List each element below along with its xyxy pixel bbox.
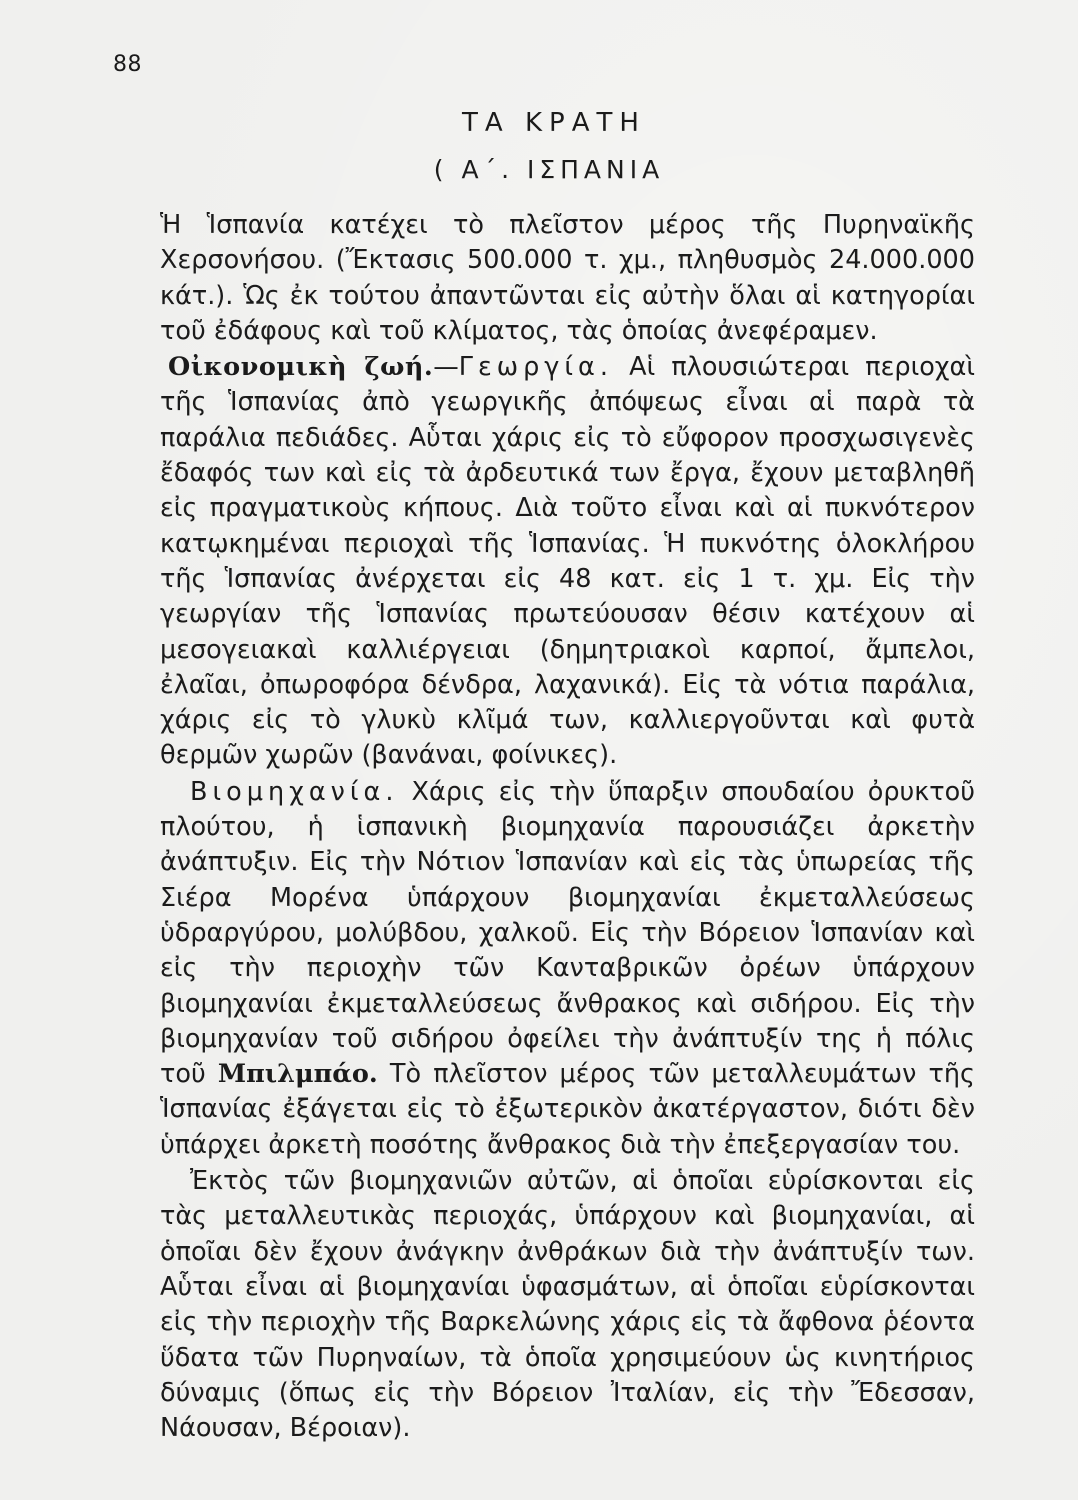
industry-paragraph [160,775,975,1163]
industry-text-before: Χάρις εἰς τὴν ὕπαρξιν σπουδαίου ὀρυκτοῦ πλούτου, ἡ ἱσπανικὴ βιομηχανία παρουσιάζει ἀρκετὴν ἀνάπτυξιν. Εἰς τὴν Νότιον Ἱσπανίαν καὶ εἰς τὰς ὑπωρείας τῆς Σιέρα Μορένα ὑπάρχουν βιομηχανίαι ἐκμεταλλεύσεως ὑδραργύρου, μολύβδου, χαλκοῦ. Εἰς τὴν Βόρειον Ἱσπανίαν καὶ εἰς τὴν περιοχὴν τῶν Κανταβρικῶν ὀρέων ὑπάρχουν βιομηχανίαι ἐκμεταλλεύσεως ἄνθρακος καὶ σιδήρου. Εἰς τὴν βιομηχανίαν τοῦ σιδήρου ὀφείλει τὴν ἀνάπτυξίν της ἡ πόλις τοῦ [160,776,975,1090]
chapter-title: ΤΑ ΚΡΑΤΗ [462,108,646,138]
intro-paragraph: Ἡ Ἱσπανία κατέχει τὸ πλεῖστον μέρος τῆς Πυρηναϊκῆς Χερσονήσου. (Ἔκτασις 500.000 τ. χμ., πληθυσμὸς 24.000.000 κάτ.). Ὡς ἐκ τούτου ἀπαντῶνται εἰς αὐτὴν ὅλαι αἱ κατηγορίαι τοῦ ἐδάφους καὶ τοῦ κλίματος, τὰς ὁποίας ἀνεφέραμεν. [160,210,975,346]
city-bilbao: Μπιλμπάο. [217,1059,378,1090]
economy-heading: Οἰκονομικὴ ζωή. [168,352,434,383]
industry-subheading: Βιομηχανία. [190,776,399,807]
economy-dash: — [433,352,459,383]
body-text [160,208,975,1446]
textiles-paragraph: Ἐκτὸς τῶν βιομηχανιῶν αὐτῶν, αἱ ὁποῖαι εὑρίσκονται εἰς τὰς μεταλλευτικὰς περιοχάς, ὑπάρχουν καὶ βιομηχανίαι, αἱ ὁποῖαι δὲν ἔχουν ἀνάγκην ἀνθράκων διὰ τὴν ἀνάπτυξίν των. Αὗται εἶναι αἱ βιομηχανίαι ὑφασμάτων, αἱ ὁποῖαι εὑρίσκονται εἰς τὴν περιοχὴν τῆς Βαρκελώνης χάρις εἰς τὰ ἄφθονα ῥέοντα ὕδατα τῶν Πυρηναίων, τὰ ὁποῖα χρησιμεύουν ὡς κινητήριος δύναμις (ὅπως εἰς τὴν Βόρειον Ἰταλίαν, εἰς τὴν Ἔδεσσαν, Νάουσαν, Βέροιαν). [160,1166,975,1444]
section-title: ( Α΄. ΙΣΠΑΝΙΑ [433,155,665,184]
economy-paragraph [160,350,975,774]
page-number: 88 [113,52,142,77]
industry-text-after: Τὸ πλεῖστον μέρος τῶν μεταλλευμάτων τῆς Ἱσπανίας ἐξάγεται εἰς τὸ ἐξωτερικὸν ἀκατέργαστον, διότι δὲν ὑπάρχει ἀρκετὴ ποσότης ἄνθρακος διὰ τὴν ἐπεξεργασίαν του. [160,1059,975,1160]
agriculture-text: Αἱ πλουσιώτεραι περιοχαὶ τῆς Ἱσπανίας ἀπὸ γεωργικῆς ἀπόψεως εἶναι αἱ παρὰ τὰ παράλια πεδιάδες. Αὗται χάρις εἰς τὸ εὔφορον προσχωσιγενὲς ἔδαφός των καὶ εἰς τὰ ἀρδευτικά των ἔργα, ἔχουν μεταβληθῆ εἰς πραγματικοὺς κήπους. Διὰ τοῦτο εἶναι καὶ αἱ πυκνότερον κατῳκημέναι περιοχαὶ τῆς Ἱσπανίας. Ἡ πυκνότης ὁλοκλήρου τῆς Ἱσπανίας ἀνέρχεται εἰς 48 κατ. εἰς 1 τ. χμ. Εἰς τὴν γεωργίαν τῆς Ἱσπανίας πρωτεύουσαν θέσιν κατέχουν αἱ μεσογειακαὶ καλλιέργειαι (δημητριακοὶ καρποί, ἄμπελοι, ἐλαῖαι, ὀπωροφόρα δένδρα, λαχανικά). Εἰς τὰ νότια παράλια, χάρις εἰς τὸ γλυκὺ κλῖμά των, καλλιεργοῦνται καὶ φυτὰ θερμῶν χωρῶν (βανάναι, φοίνικες). [160,352,975,771]
agriculture-subheading: Γεωργία. [458,352,613,383]
